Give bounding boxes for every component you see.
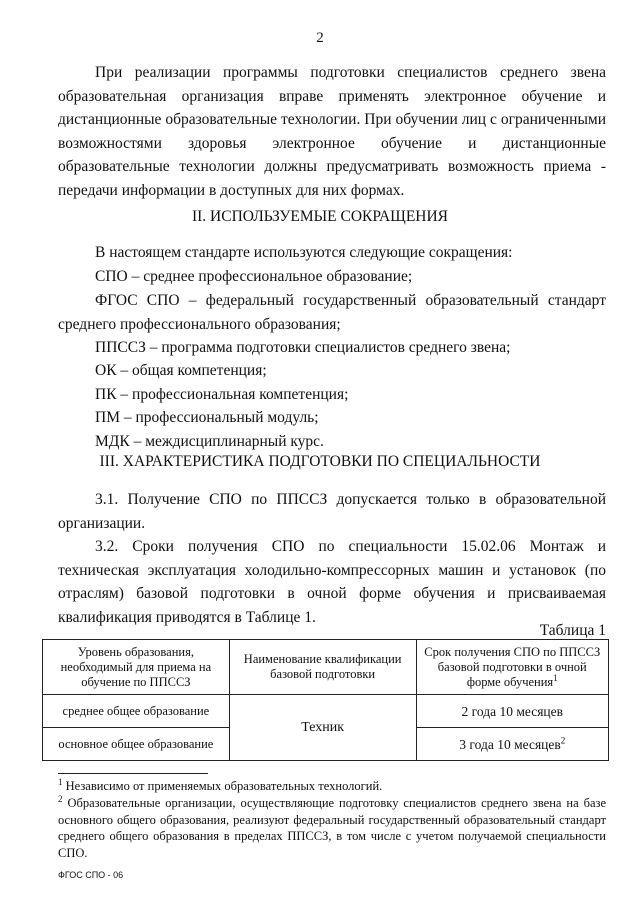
paragraph-3-1: 3.1. Получение СПО по ППССЗ допускается только в образовательной организации. xyxy=(58,491,606,532)
row1-term: 2 года 10 месяцев xyxy=(416,695,608,728)
training-terms-table xyxy=(42,639,609,761)
header-term: Срок получения СПО по ППССЗ базовой подготовки в очной форме обучения$^1$ xyxy=(416,640,608,695)
abbreviation-mdk: МДК – междисциплинарный курс. xyxy=(95,433,324,450)
abbreviation-pk: ПК – профессиональная компетенция; xyxy=(95,386,349,403)
section-2-heading: II. ИСПОЛЬЗУЕМЫЕ СОКРАЩЕНИЯ xyxy=(191,208,449,225)
section-3-heading: III. ХАРАКТЕРИСТИКА ПОДГОТОВКИ ПО СПЕЦИАЛЬНОСТИ xyxy=(99,453,541,470)
header-qualification: Наименование квалификации базовой подготовки xyxy=(229,640,416,695)
row1-education-level: среднее общее образование xyxy=(43,695,230,728)
footnote-divider xyxy=(58,773,208,774)
intro-paragraph: При реализации программы подготовки специалистов среднего звена образовательная организация вправе применять электронное обучение и дистанционные образовательные технологии. При обучении лиц с ограниченными возможностями здоровья электронное обучение и дистанционные образовательные технологии должны предусматривать возможность приема - передачи информации в доступных для них формах. xyxy=(58,64,606,199)
abbreviation-ppssz: ППССЗ – программа подготовки специалистов среднего звена; xyxy=(95,339,511,356)
header-education-level: Уровень образования, необходимый для приема на обучение по ППССЗ xyxy=(43,640,230,695)
footnote-ref-2: 2 xyxy=(560,735,566,745)
row2-education-level: основное общее образование xyxy=(43,728,230,761)
footnote-1: $^1$ Независимо от применяемых образовательных технологий. xyxy=(58,776,383,793)
footnote-2: $^2$ Образовательные организации, осуществляющие подготовку специалистов среднего звена на базе основного общего образования, реализуют федеральный государственный образовательный стандарт среднего общего образования в пределах ППССЗ, в том числе с учетом получаемой специальности СПО. xyxy=(58,793,606,860)
abbreviations-intro: В настоящем стандарте используются следующие сокращения: xyxy=(95,244,513,261)
page-number: 2 xyxy=(316,30,324,46)
abbreviation-ok: ОК – общая компетенция; xyxy=(95,362,267,379)
abbreviation-pm: ПМ – профессиональный модуль; xyxy=(95,409,319,426)
document-footer: ФГОС СПО - 06 xyxy=(58,870,124,880)
qualification-cell: Техник xyxy=(229,695,416,761)
footnote-ref-1: 1 xyxy=(553,672,558,683)
abbreviation-spo: СПО – среднее профессиональное образование; xyxy=(95,268,413,285)
table-row xyxy=(43,695,609,728)
row2-term: 3 года 10 месяцев$^2$ xyxy=(416,728,608,761)
paragraph-3-2: 3.2. Сроки получения СПО по специальности 15.02.06 Монтаж и техническая эксплуатация холодильно-компрессорных машин и установок (по отраслям) базовой подготовки в очной форме обучения и присваиваемая квалификация приводятся в Таблице 1. xyxy=(58,538,606,626)
abbreviation-fgos-spo: ФГОС СПО – федеральный государственный образовательный стандарт среднего профессионального образования; xyxy=(58,292,606,333)
table-caption: Таблица 1 xyxy=(539,622,606,639)
table-header-row xyxy=(43,640,609,695)
